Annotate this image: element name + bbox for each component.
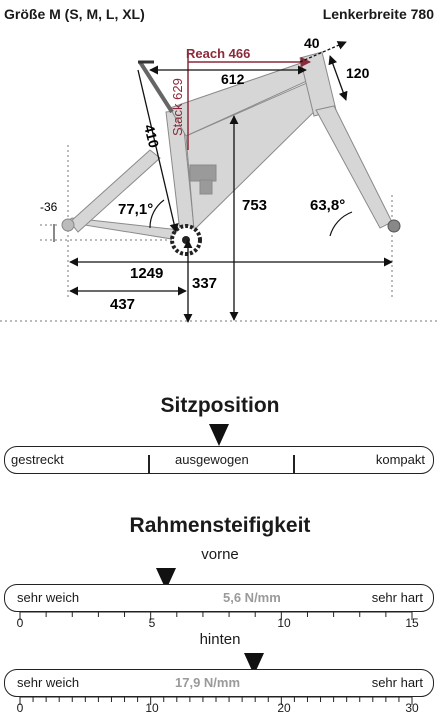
sitzposition-scale: [4, 446, 434, 474]
rear-tick-30: 30: [405, 701, 419, 715]
front-label: vorne: [201, 546, 239, 563]
rear-tick-ruler: [0, 693, 440, 705]
rear-left-label: sehr weich: [17, 675, 80, 690]
front-tick-10: 10: [277, 616, 291, 630]
wheelbase-label: 1249: [130, 265, 164, 282]
rear-label: hinten: [199, 631, 241, 648]
front-left-label: sehr weich: [17, 590, 80, 605]
front-value: 5,6 N/mm: [223, 590, 281, 605]
geometry-diagram: [0, 0, 440, 330]
head-angle-label: 63,8°: [310, 197, 346, 214]
bb-height-label: 337: [192, 275, 218, 292]
rear-axle: [62, 219, 74, 231]
seat-angle-label: 77,1°: [118, 201, 154, 218]
rear-tick-10: 10: [145, 701, 159, 715]
sitzposition-title: Sitzposition: [160, 394, 280, 417]
rear-right-label: sehr hart: [371, 675, 423, 690]
rear-tick-0: 0: [16, 701, 24, 715]
stem-label: 40: [304, 35, 320, 51]
front-tick-0: 0: [16, 616, 24, 630]
steifigkeit-title: Rahmensteifigkeit: [129, 514, 311, 537]
front-axle: [388, 220, 400, 232]
reach-label: Reach 466: [186, 46, 251, 61]
size-label: Größe M (S, M, L, XL): [4, 6, 145, 22]
stack-label: Stack 629: [170, 78, 185, 136]
chainstay-label: 437: [110, 296, 136, 313]
sitz-label-left: gestreckt: [11, 452, 64, 467]
top-tube-label: 612: [221, 71, 245, 87]
front-tick-5: 5: [148, 616, 156, 630]
front-tick-ruler: [0, 608, 440, 620]
rear-value: 17,9 N/mm: [175, 675, 241, 690]
bar-width-label: Lenkerbreite 780: [322, 6, 434, 22]
front-right-label: sehr hart: [371, 590, 423, 605]
rear-tick-20: 20: [277, 701, 291, 715]
front-tick-15: 15: [405, 616, 419, 630]
bb-drop-label: -36: [40, 200, 58, 214]
sitz-label-right: kompakt: [375, 452, 425, 467]
sitzposition-marker: [209, 424, 229, 446]
seat-tube-label: 410: [141, 122, 163, 150]
head-tube-label: 120: [346, 65, 370, 81]
sitz-label-mid: ausgewogen: [175, 452, 249, 467]
standover-label: 753: [242, 197, 268, 214]
